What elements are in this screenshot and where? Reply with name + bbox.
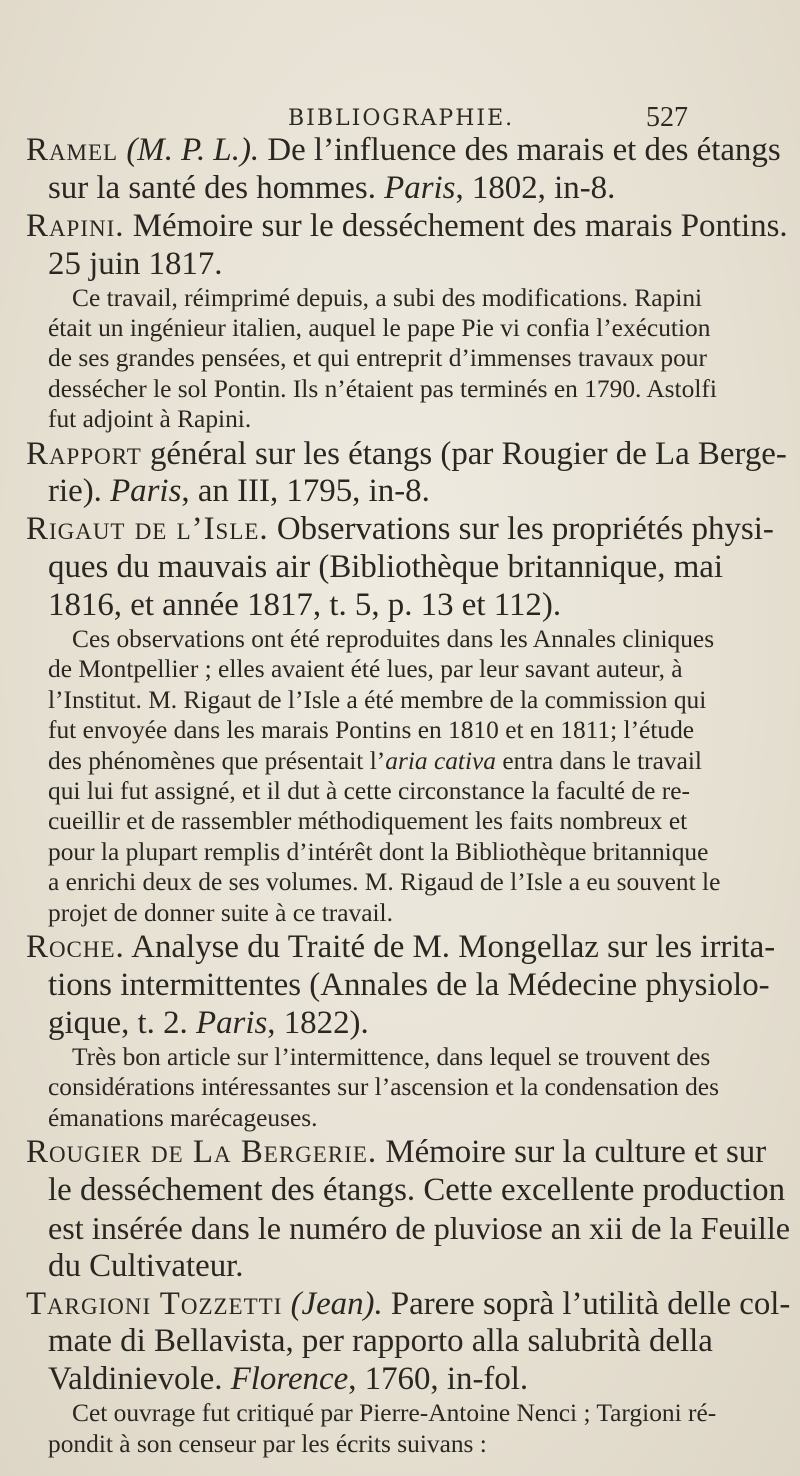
entry-rigaut-note-4: fut envoyée dans les marais Pontins en 1810 et en 1811; l’étude xyxy=(48,716,695,745)
entry-targioni-note-1: Cet ouvrage fut critiqué par Pierre-Antoine Nenci ; Targioni ré- xyxy=(72,1399,717,1428)
entry-rigaut-note-7: cueillir et de rassembler méthodiquement les faits nombreux et xyxy=(48,807,688,836)
entry-ramel-line-1: Ramel (M. P. L.). De l’influence des marais et des étangs xyxy=(26,132,781,168)
entry-rougier-line-2: le desséchement des étangs. Cette excellente production xyxy=(48,1171,786,1208)
entry-place: Paris xyxy=(384,169,456,206)
entry-author: Targioni Tozzetti xyxy=(26,1285,283,1322)
entry-author: Rigaut de l’Isle. xyxy=(26,511,269,548)
entry-author: Roche. xyxy=(26,929,125,966)
entry-targioni-line-3: Valdinievole. Florence, 1760, in-fol. xyxy=(48,1361,529,1398)
entry-author-note: (M. P. L.). xyxy=(126,132,260,168)
entry-rapini-note-4: dessécher le sol Pontin. Ils n’étaient pas terminés en 1790. Astolfi xyxy=(48,374,717,403)
entry-roche-note-1: Très bon article sur l’intermittence, dans lequel se trouvent des xyxy=(72,1042,711,1071)
entry-rigaut-line-3: 1816, et année 1817, t. 5, p. 13 et 112). xyxy=(48,587,562,624)
entry-rigaut-note-8: pour la plupart remplis d’intérêt dont la Bibliothèque britannique xyxy=(48,837,709,866)
entry-rigaut-note-2: de Montpellier ; elles avaient été lues, par leur savant auteur, à xyxy=(48,655,683,684)
entry-rigaut-note-3: l’Institut. M. Rigaut de l’Isle a été membre de la commission qui xyxy=(48,685,707,714)
entry-rigaut-note-9: a enrichi deux de ses volumes. M. Rigaud de l’Isle a eu souvent le xyxy=(48,868,721,897)
entry-roche-line-2: tions intermittentes (Annales de la Médecine physiolo- xyxy=(48,966,770,1003)
entry-rapport-line-1: Rapport général sur les étangs (par Rougier de La Berge- xyxy=(26,435,787,472)
entry-roche-note-2: considérations intéressantes sur l’ascension et la condensation des xyxy=(48,1073,719,1102)
entry-rapini-line-2: 25 juin 1817. xyxy=(48,245,223,282)
entry-author: Rougier de La Bergerie. xyxy=(26,1133,378,1170)
entry-rougier-line-4: du Cultivateur. xyxy=(48,1247,244,1284)
entry-rapini-note-2: était un ingénieur italien, auquel le pape Pie vi confia l’exécution xyxy=(48,313,711,342)
page-number: 527 xyxy=(646,102,688,133)
entry-roche-note-3: émanations marécageuses. xyxy=(48,1103,318,1132)
entry-rougier-line-3: est insérée dans le numéro de pluviose an xii de la Feuille xyxy=(48,1209,791,1246)
entry-rigaut-note-10: projet de donner suite à ce travail. xyxy=(48,898,393,927)
entry-roche-line-1: Roche. Analyse du Traité de M. Mongellaz sur les irrita- xyxy=(26,929,776,966)
entry-rigaut-line-1: Rigaut de l’Isle. Observations sur les propriétés physi- xyxy=(26,511,774,548)
entry-rigaut-note-1: Ces observations ont été reproduites dans les Annales cliniques xyxy=(72,625,715,653)
entry-rigaut-note-5: des phénomènes que présentait l’aria cativa entra dans le travail xyxy=(48,746,702,775)
entry-targioni-note-2: pondit à son censeur par les écrits suivans : xyxy=(48,1429,487,1458)
entry-author-note: (Jean). xyxy=(290,1285,383,1322)
entry-ramel-line-2: sur la santé des hommes. Paris, 1802, in-8. xyxy=(48,169,616,206)
entry-author: Ramel xyxy=(26,132,119,168)
entry-author: Rapini. xyxy=(26,207,125,244)
entry-targioni-line-2: mate di Bellavista, per rapporto alla salubrità della xyxy=(48,1323,713,1360)
running-head: BIBLIOGRAPHIE. xyxy=(288,106,515,131)
entry-roche-line-3: gique, t. 2. Paris, 1822). xyxy=(48,1004,369,1041)
entry-rapini-note-3: de ses grandes pensées, et qui entreprit d’immenses travaux pour xyxy=(48,344,707,373)
entry-rigaut-note-6: qui lui fut assigné, et il dut à cette circonstance la faculté de re- xyxy=(48,777,690,806)
entry-place: Paris xyxy=(110,473,182,510)
entry-place: Paris xyxy=(196,1004,268,1041)
entry-rapini-line-1: Rapini. Mémoire sur le desséchement des marais Pontins. xyxy=(26,207,788,244)
entry-rougier-line-1: Rougier de La Bergerie. Mémoire sur la culture et sur xyxy=(26,1133,767,1170)
entry-rapini-note-1: Ce travail, réimprimé depuis, a subi des modifications. Rapini xyxy=(72,283,703,312)
entry-rapini-note-5: fut adjoint à Rapini. xyxy=(48,405,252,434)
entry-targioni-line-1: Targioni Tozzetti (Jean). Parere soprà l’utilità delle col- xyxy=(26,1285,791,1322)
entry-rigaut-line-2: ques du mauvais air (Bibliothèque britannique, mai xyxy=(48,549,724,586)
entry-author: Rapport xyxy=(26,435,142,472)
entry-rapport-line-2: rie). Paris, an III, 1795, in-8. xyxy=(48,473,430,510)
